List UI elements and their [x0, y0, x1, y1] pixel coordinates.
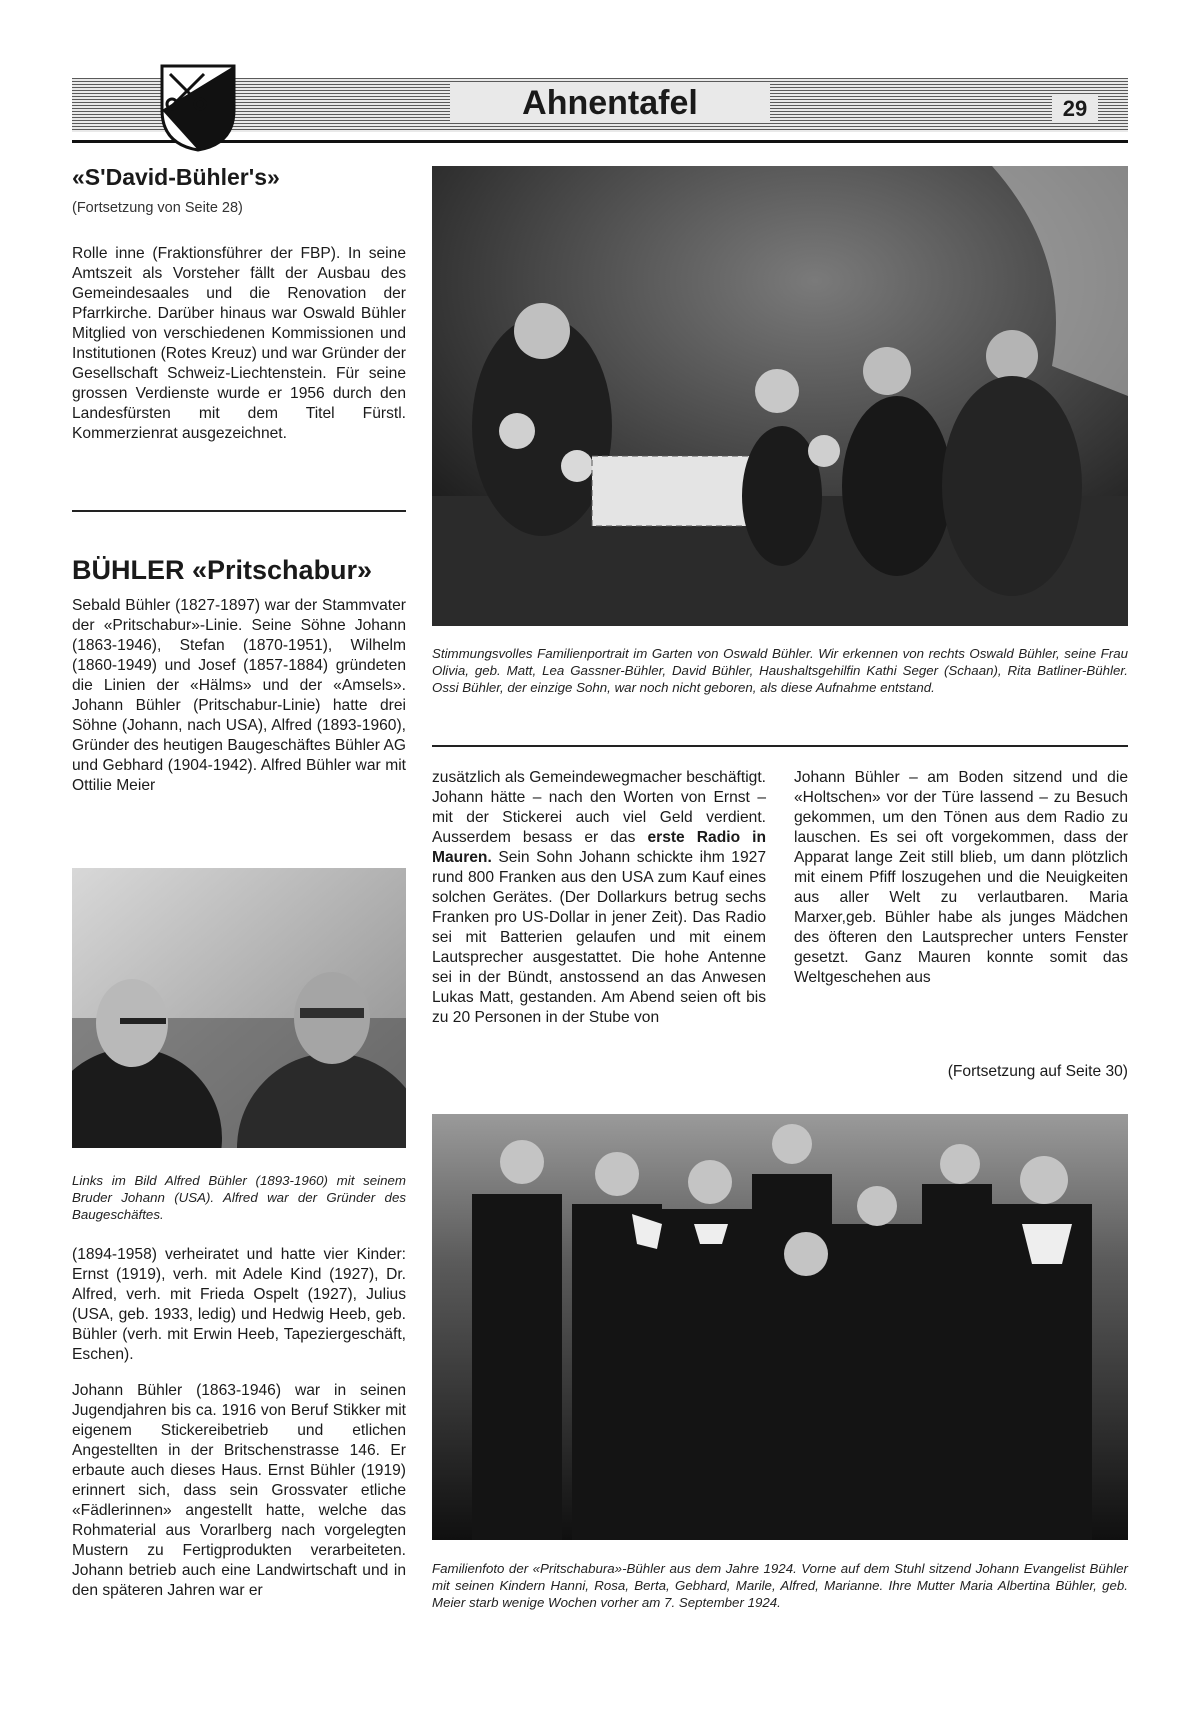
bp-paragraph-1: Sebald Bühler (1827-1897) war der Stammvater der «Pritschabur»-Linie. Seine Söhne Johann (1863-1946), Stefan (1870-1951), Wilhelm (1860-1949) und Josef (1857-1884) gründeten die Linien der «Hälms» und der «Amsels». Johann Bühler (Pritschabur-Linie) hatte drei Söhne (Johann, nach USA), Alfred (1893-1960), Gründer des heutigen Baugeschäftes Bühler AG und Gebhard (1904-1942). Alfred Bühler war mit Ottilie Meier	[72, 597, 406, 794]
radio-highlight: erste Radio in Mauren.	[432, 829, 766, 866]
coat-of-arms-icon	[160, 64, 236, 152]
sdb-body-text: Rolle inne (Fraktionsführer der FBP). In seine Amtszeit als Vorsteher fällt der Ausbau des Gemeindesaales und die Renovation der Pfarrkirche. Darüber hinaus war Oswald Bühler Mitglied von verschiedenen Kommissionen und Institutionen (Rotes Kreuz) und war Gründer der Gesellschaft Schweiz-Liechtenstein. Für seine grossen Verdienste wurde er 1956 durch den Landesfürsten mit dem Titel Fürstl. Kommerzienrat ausgezeichnet.	[72, 245, 406, 442]
bp-paragraph-2: (1894-1958) verheiratet und hatte vier Kinder: Ernst (1919), verh. mit Adele Kind (1927), Dr. Alfred, verh. mit Frieda Ospelt (1927), Julius (USA, geb. 1933, ledig) und Hedwig Heeb, geb. Bühler (verh. mit Erwin Heeb, Tapeziergeschäft, Eschen).	[72, 1246, 406, 1363]
caption-family: Familienfoto der «Pritschabura»-Bühler aus dem Jahre 1924. Vorne auf dem Stuhl sitzend Johann Evangelist Bühler mit seinen Kindern Hanni, Rosa, Berta, Gebhard, Marile, Alfred, Marianne. Ihre Mutter Maria Albertina Bühler, geb. Meier starb wenige Wochen vorher am 7. September 1924.	[432, 1561, 1128, 1610]
caption-brothers: Links im Bild Alfred Bühler (1893-1960) mit seinem Bruder Johann (USA). Alfred war der Gründer des Baugeschäftes.	[72, 1173, 406, 1222]
right-column-text: Johann Bühler – am Boden sitzend und die «Holtschen» vor der Türe lassend – zu Besuch gekommen, um den Tönen aus dem Radio zu lauschen. Es sei oft vorgekommen, dass der Apparat lange Zeit still blieb, um dann plötzlich mit einem Pfiff loszugehen und die Neuigkeiten aus aller Welt zu verlautbaren. Maria Marxer,geb. Bühler habe als junges Mädchen des öfteren den Lautsprecher unters Fenster gesetzt. Ganz Mauren konnte somit das Weltgeschehen aus	[794, 769, 1128, 986]
bp-paragraph-3: Johann Bühler (1863-1946) war in seinen Jugendjahren bis ca. 1916 von Beruf Stikker mit eigenem Stickereibetrieb und etlichen Angestellten in der Britschenstrasse 146. Er erbaute auch dieses Haus. Ernst Bühler (1919) erinnert sich, dass sein Grossvater etliche «Fädlerinnen» angestellt hatte, welche das Rohmaterial aus Vorarlberg nach vorgelegten Mustern zu Fertigprodukten verarbeiteten. Johann betrieb auch eine Landwirtschaft und in den späteren Jahren war er	[72, 1382, 406, 1599]
page-number: 29	[1052, 96, 1098, 122]
page-title: Ahnentafel	[450, 84, 770, 123]
section-divider	[72, 510, 406, 512]
photo-family-1924	[432, 1114, 1128, 1540]
caption-divider	[432, 745, 1128, 747]
mid-text-before: zusätzlich als Gemeindewegmacher beschäftigt. Johann hätte – nach den Worten von Ernst – mit der Stickerei auch viel Geld verdient. Ausserdem besass er das	[432, 769, 766, 846]
photo-brothers	[72, 868, 406, 1148]
mid-column-text	[432, 768, 766, 1028]
continued-on-note: (Fortsetzung auf Seite 30)	[947, 1063, 1128, 1080]
section-heading-bp: BÜHLER «Pritschabur»	[72, 555, 373, 585]
continued-from-note: (Fortsetzung von Seite 28)	[72, 200, 243, 216]
caption-garden: Stimmungsvolles Familienportrait im Garten von Oswald Bühler. Wir erkennen von rechts Oswald Bühler, seine Frau Olivia, geb. Matt, Lea Gassner-Bühler, David Bühler, Haushaltsgehilfin Kathi Seger (Schaan), Rita Batliner-Bühler. Ossi Bühler, der einzige Sohn, war noch nicht geboren, als diese Aufnahme entstand.	[432, 646, 1128, 695]
photo-garden-portrait	[432, 166, 1128, 626]
section-heading-sdb: «S'David-Bühler's»	[72, 164, 280, 190]
mid-text-after: Sein Sohn Johann schickte ihm 1927 rund 800 Franken aus den USA zum Kauf eines solchen Gerätes. (Der Dollarkurs betrug sechs Franken pro US-Dollar in jener Zeit). Das Radio sei mit Batterien gelaufen und mit einem Lautsprecher ausgestattet. Die hohe Antenne sei in der Bündt, anstossend an das Anwesen Lukas Matt, gestanden. Am Abend seien oft bis zu 20 Personen in der Stube von	[432, 849, 766, 1026]
